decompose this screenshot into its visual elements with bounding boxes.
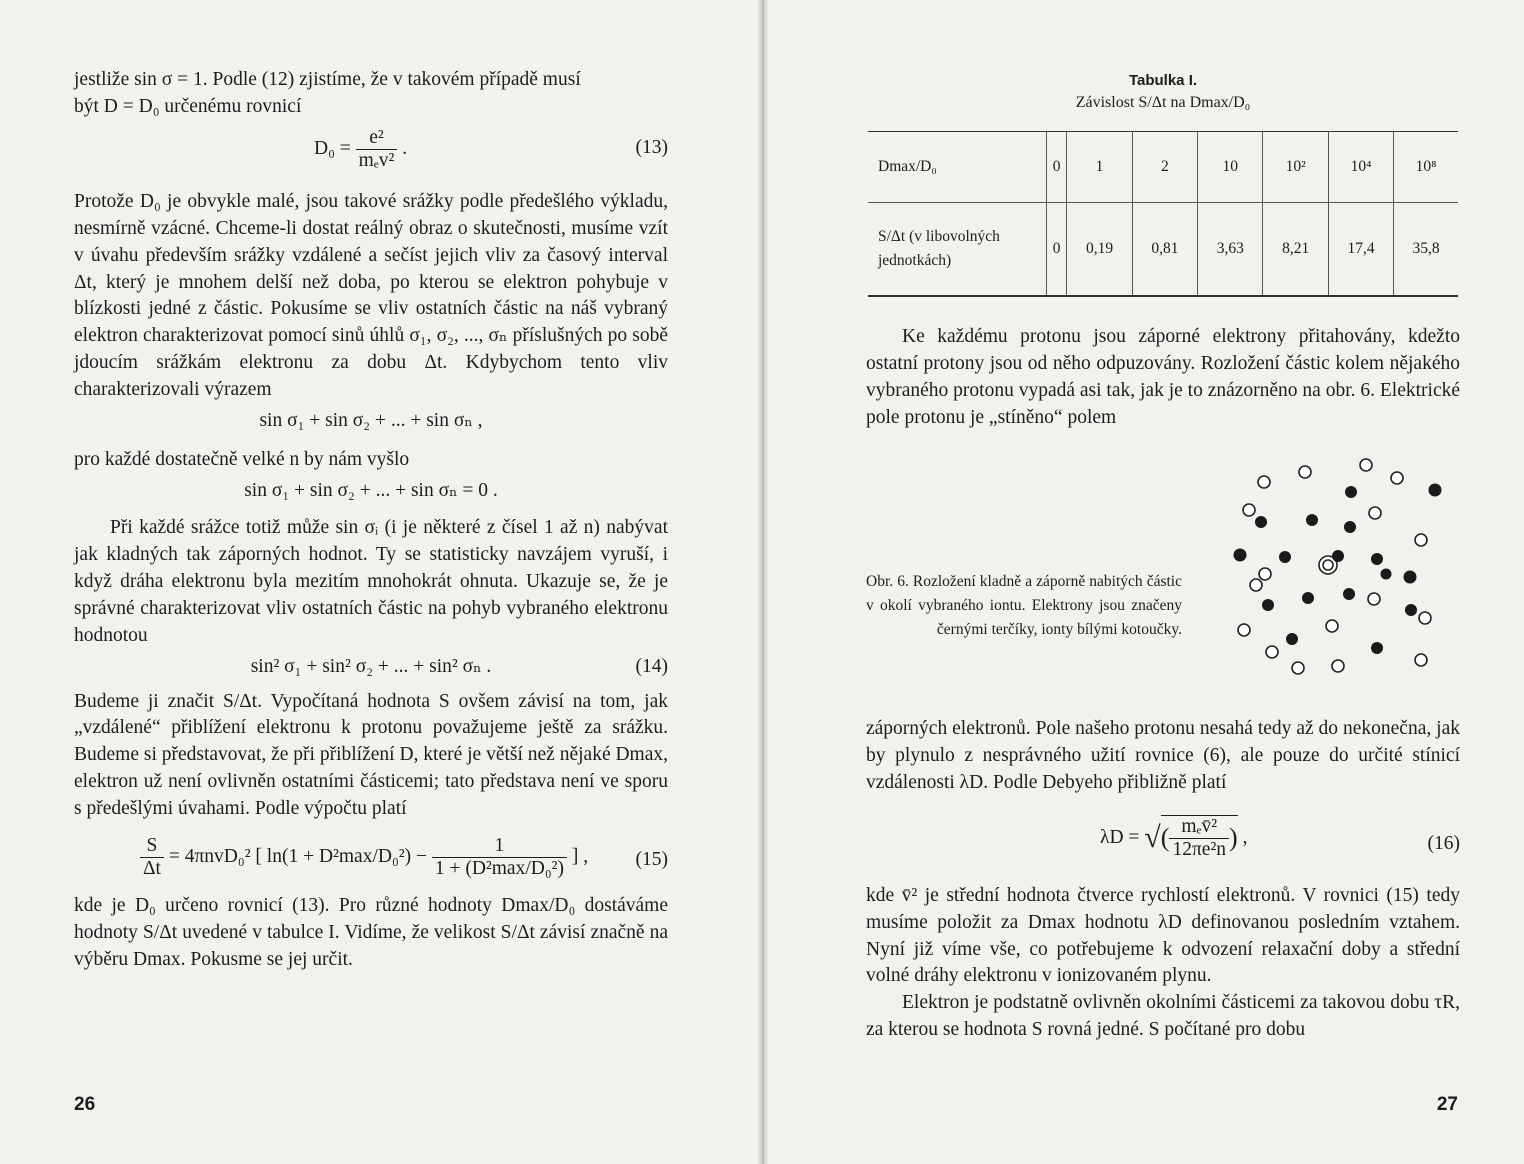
right-page <box>768 0 1524 1164</box>
eq13-denominator: mₑv² <box>358 149 395 171</box>
eq16-denominator: 12πe²n <box>1172 838 1227 860</box>
right-column-bottom <box>866 716 1460 1044</box>
eq15-rhs-num: 1 <box>432 835 567 858</box>
equation-sum-1 <box>74 408 668 435</box>
electron-dot <box>1332 550 1344 562</box>
ion-circle <box>1391 472 1403 484</box>
table-header <box>866 70 1460 114</box>
eq15-lhs-fraction <box>140 835 164 880</box>
eq15-lhs-num: S <box>140 835 164 858</box>
eq13-tag: (13) <box>635 136 668 158</box>
figure-caption: Obr. 6. Rozložení kladně a záporně nabitých částic v okolí vybraného iontu. Elektrony jsou značeny černými terčíky, ionty bílými kotoučky. <box>866 573 1182 638</box>
eq-sum-2-text: sin σ₁ + sin σ₂ + ... + sin σₙ = 0 . <box>244 479 498 501</box>
table-cell: 8,21 <box>1263 203 1328 297</box>
eq15-rhs-den: 1 + (D²max/D₀²) <box>434 858 564 880</box>
electron-dot <box>1381 569 1392 580</box>
eq13-lhs: D₀ = <box>314 137 351 159</box>
central-ion-inner <box>1323 560 1333 570</box>
electron-dot <box>1279 551 1291 563</box>
paragraph-4: Při každé srážce totiž může sin σᵢ (i je některé z čísel 1 až n) nabývat jak kladných tak záporných hodnot. Ty se statisticky navzájem vyruší, i když dráha elektronu byla mezitím mnohokrát ohnuta. Ukazuje se, že je správné charakterizovat vliv ostatních částic na pohyb vybraného elektronu hodnotou <box>74 516 668 646</box>
table-cell: 35,8 <box>1394 203 1458 297</box>
eq16-radicand: ( $\frac{\text{mₑv̄²}}{\text{12πe²n}}$ ) <box>1160 815 1238 860</box>
electron-dot <box>1262 599 1274 611</box>
electron-dot <box>1429 484 1442 497</box>
table-cell: 2 <box>1132 132 1197 203</box>
paragraph-2: Protože D₀ je obvykle malé, jsou takové srážky podle předešlého výkladu, nesmírně vzácné. Chceme-li dostat reálný obraz o skutečnosti, musíme vzít v úvahu především srážky vzdálené a sečíst jejich vliv za časový interval Δt, který je mnohem delší než doba, po kterou se elektron pohybuje v blízkosti jedné z částic. Pokusíme se vliv ostatních částic na náš vybraný elektron charakterizovat pomocí sinů úhlů σ₁, σ₂, ..., σₙ příslušných po sobě jdoucím srážkám elektronu za dobu Δt. Kdybychom tento vliv charakterizovali výrazem <box>74 190 668 401</box>
table-cell: 0,19 <box>1067 203 1132 297</box>
right-paragraph-1: Ke každému protonu jsou záporné elektrony přitahovány, kdežto ostatní protony jsou od něho odpuzovány. Rozložení částic kolem nějakého vybraného protonu vypadá asi tak, jak je to znázorněno na obr. 6. Elektrické pole protonu je „stíněno“ polem <box>866 326 1461 428</box>
paragraph-6: kde je D₀ určeno rovnicí (13). Pro různé hodnoty Dmax/D₀ dostáváme hodnoty S/Δt uvedené v tabulce I. Vidíme, že velikost S/Δt závisí značně na výběru Dmax. Pokusme se jej určit. <box>74 895 668 970</box>
table-title: Tabulka I. <box>1128 72 1198 89</box>
eq15-rhs-fraction <box>432 835 567 880</box>
eq16-lhs: λD = <box>1100 826 1140 848</box>
sqrt-symbol-icon: √ <box>1144 820 1161 854</box>
paragraph-1-line-2: být D = D₀ určenému rovnicí <box>74 95 302 117</box>
ion-circle <box>1266 646 1278 658</box>
table-cell: 0 <box>1047 132 1067 203</box>
equation-sum-2 <box>74 478 668 505</box>
row2-label-line-2: jednotkách) <box>878 252 952 269</box>
electron-dot <box>1255 516 1267 528</box>
equation-16: λD = √( $\frac{\text{mₑv̄²}}{\text{12πe²n}}$ ) , (16) <box>1100 815 1460 860</box>
eq15-end: ] , <box>571 846 589 867</box>
table-cell: 0,81 <box>1132 203 1197 297</box>
eq15-tag: (15) <box>635 849 668 871</box>
table-row <box>868 132 1458 203</box>
table-row-label: Dmax/D₀ <box>868 132 1047 203</box>
ion-circle <box>1332 660 1344 672</box>
paragraph-5: Budeme ji značit S/Δt. Vypočítaná hodnota S ovšem závisí na tom, jak „vzdálené“ přiblížení elektronu k protonu považujeme ještě za srážku. Budeme si představovat, že při přiblížení D, které je větší než nějaké Dmax, elektron už není ovlivněn ostatními částicemi; tato představa není ve sporu s předešlými úvahami. Podle výpočtu platí <box>74 690 668 820</box>
electron-dot <box>1371 553 1383 565</box>
table-caption: Závislost S/Δt na Dmax/D₀ <box>1075 94 1251 111</box>
right-paragraph-2: záporných elektronů. Pole našeho protonu nesahá tedy až do nekonečna, jak by plynulo z nesprávného užití rovnice (6), ale pouze do určité stínicí vzdálenosti λD. Podle Debyeho přibližně platí <box>866 718 1460 793</box>
eq13-numerator: e² <box>356 127 398 150</box>
table-cell: 17,4 <box>1328 203 1393 297</box>
ion-circle <box>1299 466 1311 478</box>
table-cell: 10² <box>1263 132 1328 203</box>
eq16-numerator: mₑv̄² <box>1169 816 1229 839</box>
table-cell: 1 <box>1067 132 1132 203</box>
table-cell: 10⁸ <box>1394 132 1458 203</box>
ion-circle <box>1419 612 1431 624</box>
ion-circle <box>1238 624 1250 636</box>
ion-circle <box>1259 568 1271 580</box>
data-table <box>868 131 1458 297</box>
ion-circle <box>1415 654 1427 666</box>
electron-dot <box>1302 592 1314 604</box>
eq14-tag: (14) <box>635 655 668 677</box>
paragraph-3: pro každé dostatečně velké n by nám vyšlo <box>74 449 410 471</box>
equation-14 <box>74 654 668 681</box>
electron-dot <box>1306 514 1318 526</box>
table-row <box>868 203 1458 297</box>
right-paragraph-3: kde v̄² je střední hodnota čtverce rychlostí elektronů. V rovnici (15) tedy musíme položit za Dmax hodnotu λD definovanou posledním vztahem. Nyní již víme vše, co potřebujeme k odvození relaxační doby a střední volné dráhy elektronu v ionizovaném plynu. <box>866 884 1460 987</box>
table-cell: 10 <box>1198 132 1263 203</box>
electron-dot <box>1234 549 1247 562</box>
electron-dot <box>1286 633 1298 645</box>
ion-circle <box>1250 579 1262 591</box>
eq15-lhs-den: Δt <box>143 858 161 880</box>
paragraph-1-line-1: jestliže sin σ = 1. Podle (12) zjistíme, že v takovém případě musí <box>74 69 581 90</box>
table-row-label <box>868 203 1047 297</box>
equation-15 <box>74 827 668 893</box>
electron-dot <box>1344 521 1356 533</box>
electron-dot <box>1345 486 1357 498</box>
table-cell: 0 <box>1047 203 1067 297</box>
electron-dot <box>1405 604 1417 616</box>
ion-circle <box>1243 504 1255 516</box>
eq14-text: sin² σ₁ + sin² σ₂ + ... + sin² σₙ . <box>250 655 492 677</box>
ion-circle <box>1258 476 1270 488</box>
table-cell: 3,63 <box>1198 203 1263 297</box>
left-column <box>74 67 668 974</box>
ion-circle <box>1292 662 1304 674</box>
right-paragraph-4: Elektron je podstatně ovlivněn okolními částicemi za takovou dobu τR, za kterou se hodnota S rovná jedné. S počítané pro dobu <box>866 992 1460 1041</box>
electron-dot <box>1343 588 1355 600</box>
row2-label-line-1: S/Δt (v libovolných <box>878 228 1000 245</box>
eq-sum-1-text: sin σ₁ + sin σ₂ + ... + sin σₙ , <box>259 410 483 432</box>
particle-figure <box>1228 452 1458 682</box>
electron-dot <box>1404 571 1417 584</box>
ion-circle <box>1326 620 1338 632</box>
ion-circle <box>1360 459 1372 471</box>
eq16-tag: (16) <box>1427 832 1460 854</box>
equation-13: D₀ = $\frac{\text{e²}}{\text{mₑv²}}$ . (13) <box>314 126 668 171</box>
right-column-top <box>866 324 1460 432</box>
page-number-right: 27 <box>1436 1094 1458 1115</box>
electron-dot <box>1371 642 1383 654</box>
eq13-fraction <box>356 127 398 172</box>
ion-circle <box>1369 507 1381 519</box>
page-number-left: 26 <box>74 1094 96 1115</box>
eq15-middle: = 4πnvD₀² [ ln(1 + D²max/D₀²) − <box>168 846 427 867</box>
left-page <box>0 0 760 1164</box>
table-cell: 10⁴ <box>1328 132 1393 203</box>
ion-circle <box>1368 593 1380 605</box>
ion-circle <box>1415 534 1427 546</box>
